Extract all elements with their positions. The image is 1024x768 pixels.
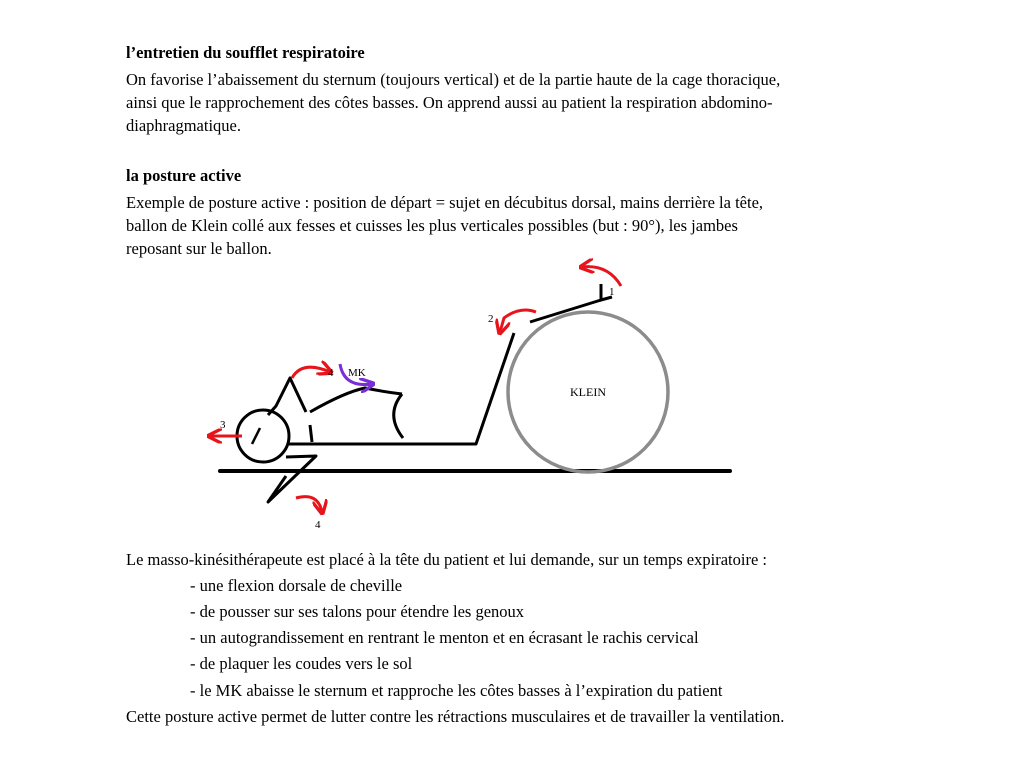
instruction-intro: Le masso-kinésithérapeute est placé à la tête du patient et lui demande, sur un temps expiratoire : xyxy=(126,550,767,569)
instruction-item: - de pousser sur ses talons pour étendre les genoux xyxy=(190,602,525,621)
paragraph-active-posture xyxy=(126,191,956,260)
patient-head xyxy=(237,410,289,462)
label-2: 2 xyxy=(488,313,494,325)
patient-ear xyxy=(252,428,260,444)
arrow-mk xyxy=(340,364,372,385)
label-1: 1 xyxy=(609,286,615,298)
label-4-top: 4 xyxy=(328,367,334,379)
arrow-4-upper-elbow xyxy=(292,367,330,378)
paragraph-line: ainsi que le rapprochement des côtes basses. On apprend aussi au patient la respiration abdomino- xyxy=(126,93,773,112)
instruction-item: - de plaquer les coudes vers le sol xyxy=(190,654,413,673)
patient-lower-leg xyxy=(530,300,601,322)
klein-label: KLEIN xyxy=(570,385,606,399)
paragraph-respiratory-bellows xyxy=(126,68,956,137)
instruction-item: - une flexion dorsale de cheville xyxy=(190,576,403,595)
arrow-1-ankle xyxy=(582,267,621,286)
heading-active-posture: la posture active xyxy=(126,166,242,185)
patient-foot xyxy=(601,284,612,300)
label-mk: MK xyxy=(348,367,366,379)
conclusion-text: Cette posture active permet de lutter contre les rétractions musculaires et de travailler la ventilation. xyxy=(126,707,785,726)
paragraph-line: diaphragmatique. xyxy=(126,116,242,135)
patient-lower-elbow xyxy=(268,456,316,502)
section-respiratory-bellows xyxy=(126,41,956,137)
arrow-4-lower-elbow xyxy=(296,497,322,512)
section-active-posture xyxy=(126,164,956,260)
patient-back xyxy=(289,333,514,444)
instruction-item: - un autograndissement en rentrant le menton et en écrasant le rachis cervical xyxy=(190,628,699,647)
patient-belly xyxy=(394,394,403,438)
patient-neck xyxy=(310,425,312,442)
paragraph-line: reposant sur le ballon. xyxy=(126,239,272,258)
heading-respiratory-bellows: l’entretien du soufflet respiratoire xyxy=(126,43,365,62)
instruction-item: - le MK abaisse le sternum et rapproche les côtes basses à l’expiration du patient xyxy=(190,681,723,700)
patient-chest xyxy=(310,388,402,412)
label-3: 3 xyxy=(220,419,226,431)
paragraph-line: ballon de Klein collé aux fesses et cuisses les plus verticales possibles (but : 90°), les jambes xyxy=(126,216,738,235)
paragraph-line: Exemple de posture active : position de départ = sujet en décubitus dorsal, mains derrière la tête, xyxy=(126,193,764,212)
label-4-bottom: 4 xyxy=(315,519,321,531)
klein-ball xyxy=(508,312,668,472)
paragraph-line: On favorise l’abaissement du sternum (toujours vertical) et de la partie haute de la cage thoracique, xyxy=(126,70,781,89)
arrow-2-knee xyxy=(500,310,536,332)
patient-upper-elbow xyxy=(268,378,306,415)
